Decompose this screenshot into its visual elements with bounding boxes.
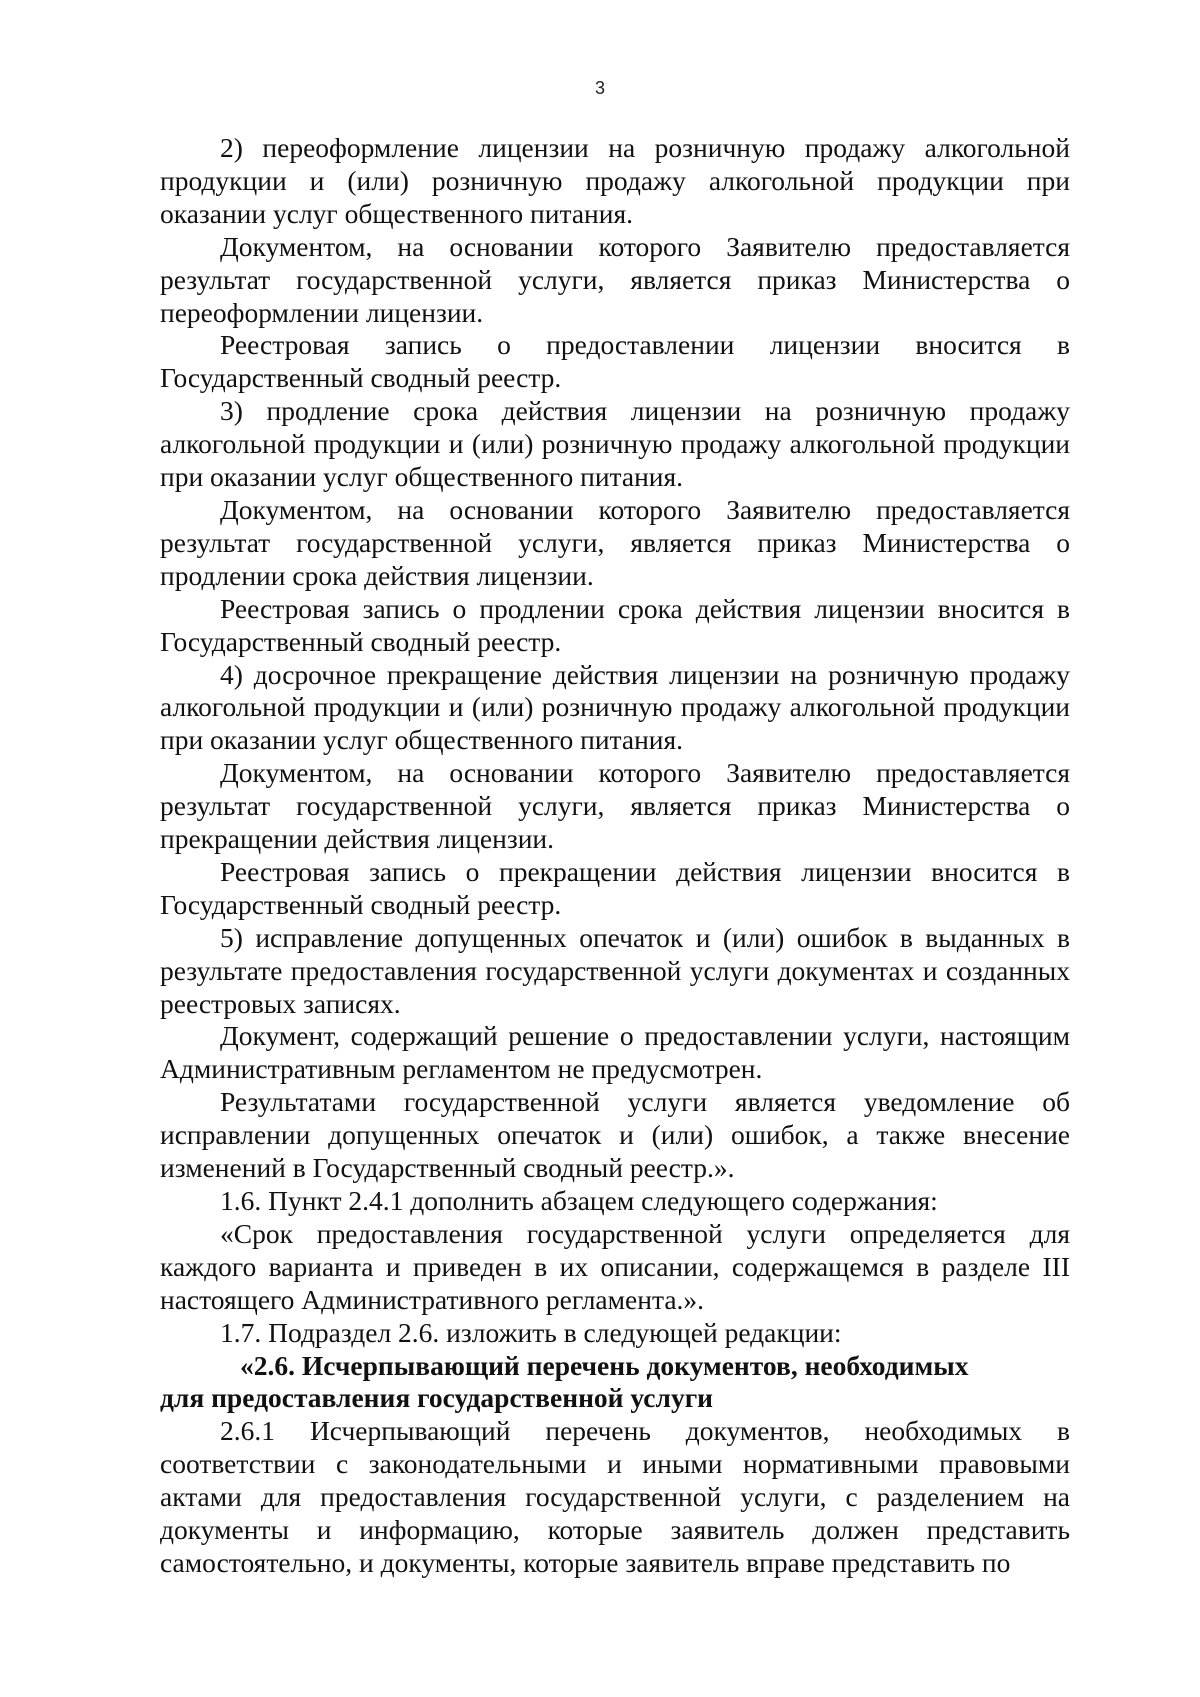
paragraph: 1.7. Подраздел 2.6. изложить в следующей редакции: bbox=[220, 1316, 842, 1348]
paragraph: Реестровая запись о прекращении действия лицензии вносится в Государственный сводный реестр. bbox=[160, 855, 1070, 920]
page-number: 3 bbox=[594, 78, 605, 98]
paragraph: 5) исправление допущенных опечаток и (или) ошибок в выданных в результате предоставления государственной услуги документах и созданных реестровых записях. bbox=[160, 921, 1070, 1019]
paragraph: 2) переоформление лицензии на розничную продажу алкогольной продукции и (или) розничную продажу алкогольной продукции при оказании услуг общественного питания. bbox=[160, 132, 1070, 229]
paragraph: 3) продление срока действия лицензии на розничную продажу алкогольной продукции и (или) розничную продажу алкогольной продукции при оказании услуг общественного питания. bbox=[160, 395, 1070, 493]
paragraph: Реестровая запись о продлении срока действия лицензии вносится в Государственный сводный реестр. bbox=[160, 592, 1070, 657]
paragraph: Документом, на основании которого Заявителю предоставляется результат государственной услуги, является приказ Министерства о переоформлении лицензии. bbox=[160, 230, 1070, 328]
section-heading-line-2: для предоставления государственной услуги bbox=[160, 1382, 714, 1414]
paragraph: «Срок предоставления государственной услуги определяется для каждого варианта и приведен в их описании, содержащемся в разделе III настоящего Административного регламента.». bbox=[160, 1217, 1070, 1315]
document-body bbox=[160, 132, 1070, 1580]
paragraph: 2.6.1 Исчерпывающий перечень документов, необходимых в соответствии с законодательными и иными нормативными правовыми актами для предоставления государственной услуги, с разделением на документы и информацию, которые заявитель должен представить самостоятельно, и документы, которые заявитель вправе представить по bbox=[160, 1415, 1070, 1578]
paragraph: Реестровая запись о предоставлении лицензии вносится в Государственный сводный реестр. bbox=[160, 329, 1070, 394]
section-heading-line-1: «2.6. Исчерпывающий перечень документов, необходимых bbox=[240, 1349, 969, 1381]
paragraph: 4) досрочное прекращение действия лицензии на розничную продажу алкогольной продукции и (или) розничную продажу алкогольной продукции при оказании услуг общественного питания. bbox=[160, 658, 1070, 756]
paragraph: 1.6. Пункт 2.4.1 дополнить абзацем следующего содержания: bbox=[220, 1185, 938, 1216]
paragraph: Документом, на основании которого Заявителю предоставляется результат государственной услуги, является приказ Министерства о продлении срока действия лицензии. bbox=[160, 493, 1070, 591]
paragraph: Документом, на основании которого Заявителю предоставляется результат государственной услуги, является приказ Министерства о прекращении действия лицензии. bbox=[160, 757, 1070, 855]
paragraph: Результатами государственной услуги является уведомление об исправлении допущенных опечаток и (или) ошибок, а также внесение изменений в Государственный сводный реестр.». bbox=[160, 1086, 1070, 1184]
paragraph: Документ, содержащий решение о предоставлении услуги, настоящим Административным регламентом не предусмотрен. bbox=[160, 1020, 1070, 1085]
